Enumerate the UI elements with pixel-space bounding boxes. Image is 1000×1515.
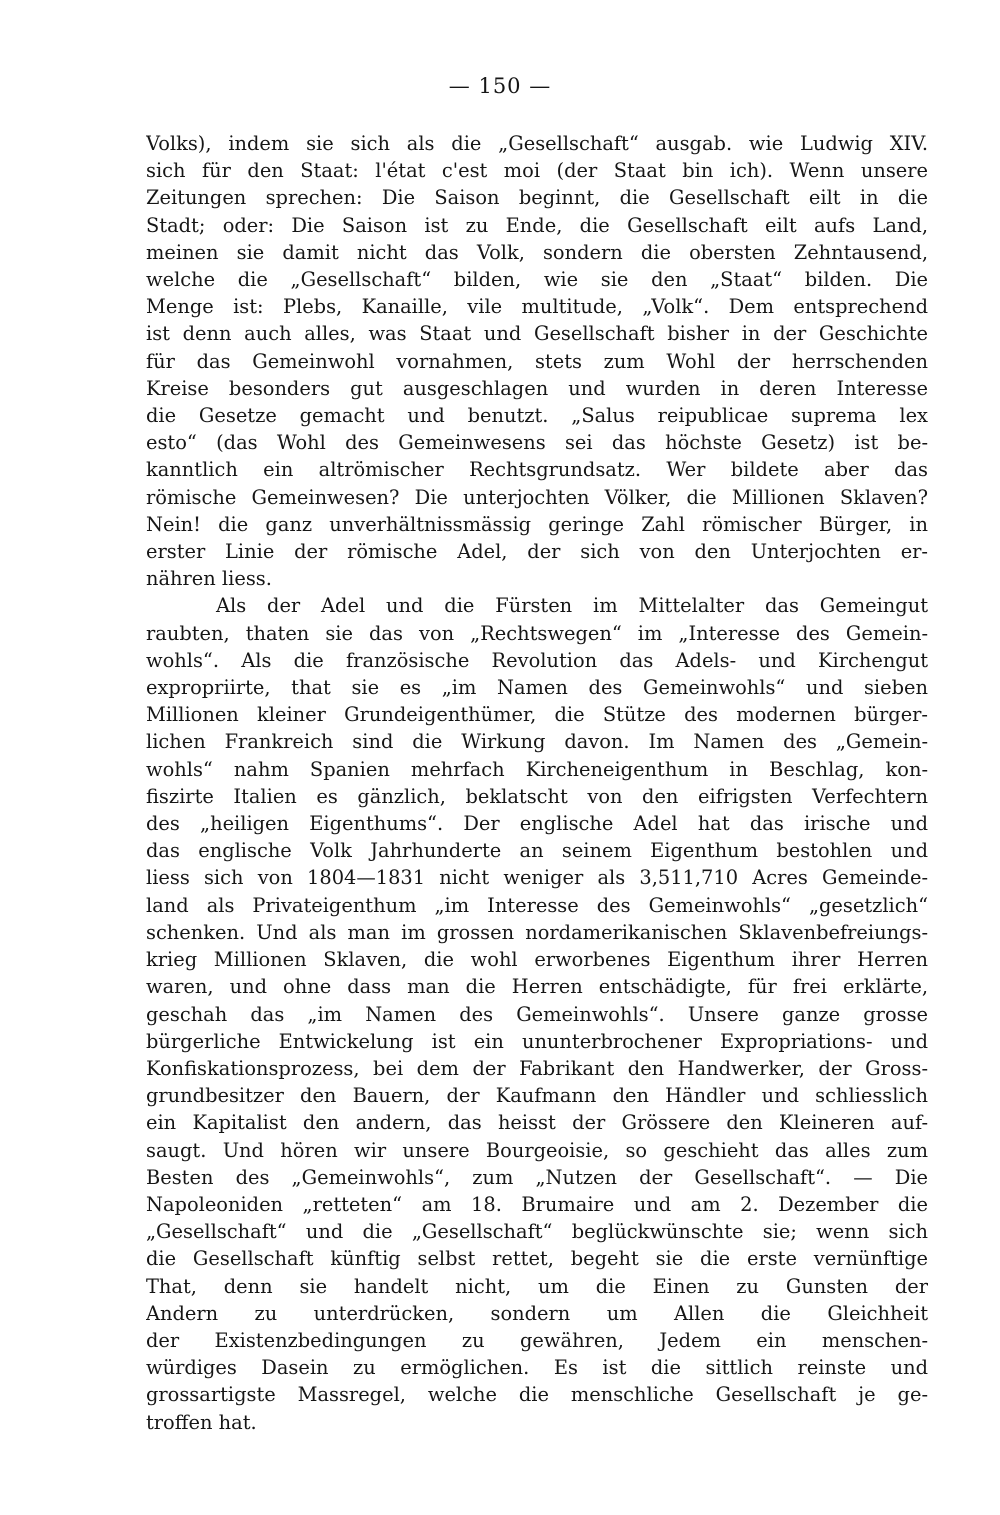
paragraph-start-line: Als der Adel und die Fürsten im Mittelalter das Gemeingut bbox=[216, 594, 928, 618]
text-line: welche die „Gesellschaft“ bilden, wie sie den „Staat“ bilden. Die bbox=[146, 268, 928, 292]
text-line: kanntlich ein altrömischer Rechtsgrundsatz. Wer bildete aber das bbox=[146, 458, 928, 482]
text-line: ist denn auch alles, was Staat und Gesellschaft bisher in der Geschichte bbox=[146, 322, 928, 346]
text-line: Kreise besonders gut ausgeschlagen und wurden in deren Interesse bbox=[146, 376, 928, 400]
text-line: Konfiskationsprozess, bei dem der Fabrikant den Handwerker, der Gross- bbox=[146, 1056, 928, 1080]
text-line: die Gesetze gemacht und benutzt. „Salus reipublicae suprema lex bbox=[146, 404, 928, 428]
text-line: wohls“ nahm Spanien mehrfach Kircheneigenthum in Beschlag, kon- bbox=[146, 757, 928, 781]
text-line: Besten des „Gemeinwohls“, zum „Nutzen der Gesellschaft“. — Die bbox=[146, 1165, 928, 1189]
text-line: grossartigste Massregel, welche die menschliche Gesellschaft je ge- bbox=[146, 1383, 928, 1407]
text-line: würdiges Dasein zu ermöglichen. Es ist die sittlich reinste und bbox=[146, 1356, 928, 1380]
text-line: land als Privateigenthum „im Interesse des Gemeinwohls“ „gesetzlich“ bbox=[146, 893, 928, 917]
text-line: lichen Frankreich sind die Wirkung davon. Im Namen des „Gemein- bbox=[146, 730, 928, 754]
text-line: schenken. Und als man im grossen nordamerikanischen Sklavenbefreiungs- bbox=[146, 920, 928, 944]
text-line: für das Gemeinwohl vornahmen, stets zum Wohl der herrschenden bbox=[146, 349, 928, 373]
text-line: Zeitungen sprechen: Die Saison beginnt, die Gesellschaft eilt in die bbox=[146, 186, 928, 210]
body-text bbox=[146, 130, 928, 1436]
text-line: fiszirte Italien es gänzlich, beklatscht von den eifrigsten Verfechtern bbox=[146, 784, 928, 808]
text-line: esto“ (das Wohl des Gemeinwesens sei das höchste Gesetz) ist be- bbox=[146, 431, 928, 455]
text-line: saugt. Und hören wir unsere Bourgeoisie, so geschieht das alles zum bbox=[146, 1138, 928, 1162]
text-line: ein Kapitalist den andern, das heisst der Grössere den Kleineren auf- bbox=[146, 1111, 928, 1135]
text-line: Stadt; oder: Die Saison ist zu Ende, die Gesellschaft eilt aufs Land, bbox=[146, 213, 928, 237]
text-line: bürgerliche Entwickelung ist ein ununterbrochener Expropriations- und bbox=[146, 1029, 928, 1053]
text-line: geschah das „im Namen des Gemeinwohls“. Unsere ganze grosse bbox=[146, 1002, 928, 1026]
paragraph-end-line: troffen hat. bbox=[146, 1410, 257, 1434]
text-line: erster Linie der römische Adel, der sich von den Unterjochten er- bbox=[146, 540, 928, 564]
text-line: der Existenzbedingungen zu gewähren, Jedem ein menschen- bbox=[146, 1328, 928, 1352]
text-line: meinen sie damit nicht das Volk, sondern die obersten Zehntausend, bbox=[146, 240, 928, 264]
text-line: grundbesitzer den Bauern, der Kaufmann den Händler und schliesslich bbox=[146, 1084, 928, 1108]
text-line: Napoleoniden „retteten“ am 18. Brumaire und am 2. Dezember die bbox=[146, 1192, 928, 1216]
text-line: liess sich von 1804—1831 nicht weniger als 3,511,710 Acres Gemeinde- bbox=[146, 866, 928, 890]
text-line: That, denn sie handelt nicht, um die Einen zu Gunsten der bbox=[146, 1274, 928, 1298]
text-line: römische Gemeinwesen? Die unterjochten Völker, die Millionen Sklaven? bbox=[146, 485, 928, 509]
text-line: Volks), indem sie sich als die „Gesellschaft“ ausgab. wie Ludwig XIV. bbox=[146, 132, 928, 155]
text-line: sich für den Staat: l'état c'est moi (der Staat bin ich). Wenn unsere bbox=[146, 159, 928, 183]
text-line: wohls“. Als die französische Revolution das Adels- und Kirchengut bbox=[146, 648, 928, 672]
text-line: Menge ist: Plebs, Kanaille, vile multitude, „Volk“. Dem entsprechend bbox=[146, 295, 928, 319]
paragraph-end-line: nähren liess. bbox=[146, 567, 272, 591]
text-line: Andern zu unterdrücken, sondern um Allen die Gleichheit bbox=[146, 1301, 928, 1325]
text-line: waren, und ohne dass man die Herren entschädigte, für frei erklärte, bbox=[146, 975, 928, 999]
text-line: des „heiligen Eigenthums“. Der englische Adel hat das irische und bbox=[146, 812, 928, 836]
text-line: krieg Millionen Sklaven, die wohl erworbenes Eigenthum ihrer Herren bbox=[146, 948, 928, 972]
text-line: „Gesellschaft“ und die „Gesellschaft“ beglückwünschte sie; wenn sich bbox=[146, 1220, 928, 1244]
text-line: Millionen kleiner Grundeigenthümer, die Stütze des modernen bürger- bbox=[146, 703, 928, 727]
text-line: die Gesellschaft künftig selbst rettet, begeht sie die erste vernünftige bbox=[146, 1247, 928, 1271]
text-line: Nein! die ganz unverhältnissmässig geringe Zahl römischer Bürger, in bbox=[146, 512, 928, 536]
text-line: expropriirte, that sie es „im Namen des Gemeinwohls“ und sieben bbox=[146, 676, 928, 700]
text-line: raubten, thaten sie das von „Rechtswegen“ im „Interesse des Gemein- bbox=[146, 621, 928, 645]
page-number: — 150 — bbox=[448, 74, 552, 98]
text-line: das englische Volk Jahrhunderte an seinem Eigenthum bestohlen und bbox=[146, 839, 928, 863]
